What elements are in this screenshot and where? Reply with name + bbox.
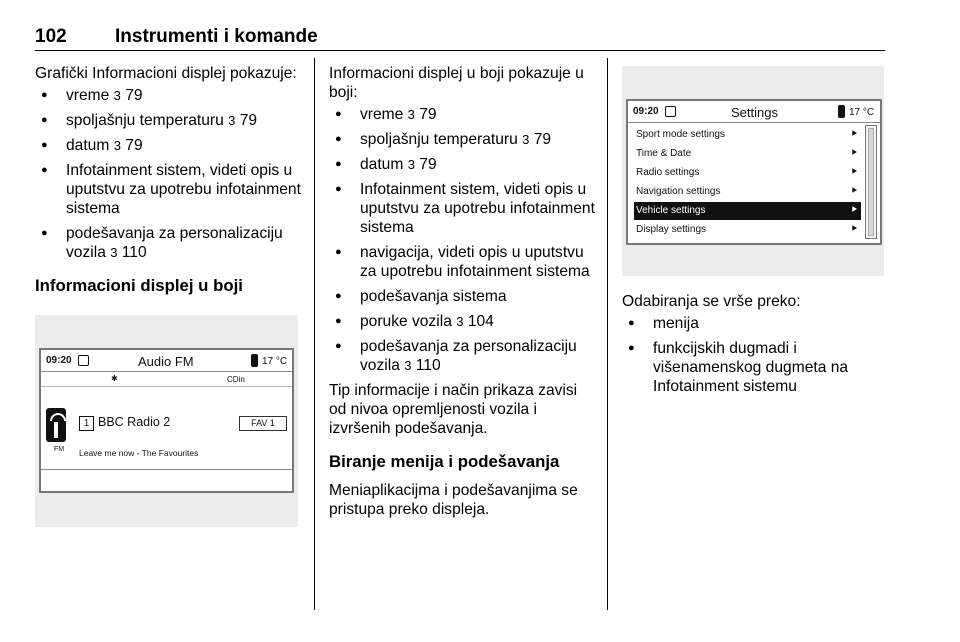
menu-item-sport-mode: Sport mode settings ⯈ bbox=[634, 126, 861, 144]
list-item: ● poruke vozila 3 104 bbox=[329, 312, 597, 331]
band-label: FM bbox=[54, 446, 65, 453]
section-heading: Biranje menija i podešavanja bbox=[329, 452, 560, 471]
col1-bullet-list bbox=[35, 86, 303, 262]
divider bbox=[628, 122, 880, 123]
col2-paragraph-2: Meniaplikacijma i podešavanjima se pristupa preko displeja. bbox=[329, 482, 578, 518]
clock-time: 09:20 bbox=[46, 355, 72, 366]
header-rule bbox=[35, 50, 885, 51]
ref-arrow-icon: 3 bbox=[522, 132, 530, 147]
list-item: ● podešavanja za personalizaciju vozila 3 110 bbox=[329, 337, 597, 375]
chevron-right-icon: ⯈ bbox=[850, 167, 858, 178]
audio-screen-illustration bbox=[35, 315, 298, 527]
list-item: ● Infotainment sistem, videti opis u uputstvu za upotrebu infotainment sistema bbox=[329, 180, 597, 237]
list-item: ● datum 3 79 bbox=[35, 136, 303, 155]
source-label: CDin bbox=[227, 375, 245, 384]
list-item: ● spoljašnju temperaturu 3 79 bbox=[35, 111, 303, 130]
list-item: ● spoljašnju temperaturu 3 79 bbox=[329, 130, 597, 149]
list-item: ● datum 3 79 bbox=[329, 155, 597, 174]
thermometer-icon bbox=[838, 105, 845, 118]
page-header bbox=[35, 26, 885, 50]
divider bbox=[41, 386, 292, 387]
col2-intro: Informacioni displej u boji pokazuje u boji: bbox=[329, 65, 584, 101]
chevron-right-icon: ⯈ bbox=[850, 205, 858, 216]
col2-paragraph: Tip informacije i način prikaza zavisi od nivoa opremljenosti vozila i izvršenih podešavanja. bbox=[329, 382, 578, 437]
list-item: ● vreme 3 79 bbox=[329, 105, 597, 124]
audio-display bbox=[39, 348, 294, 493]
clock-time: 09:20 bbox=[633, 106, 659, 117]
chevron-right-icon: ⯈ bbox=[850, 186, 858, 197]
column-1 bbox=[35, 64, 303, 305]
list-item: ● Infotainment sistem, videti opis u uputstvu za upotrebu infotainment sistema bbox=[35, 161, 303, 218]
clock-icon bbox=[665, 106, 676, 117]
ref-arrow-icon: 3 bbox=[456, 314, 464, 329]
track-info: Leave me now - The Favourites bbox=[79, 448, 199, 458]
ref-arrow-icon: 3 bbox=[113, 88, 121, 103]
column-3 bbox=[622, 292, 884, 402]
menu-item-radio: Radio settings ⯈ bbox=[634, 164, 861, 182]
col1-intro: Grafički Informacioni displej pokazuje: bbox=[35, 65, 297, 82]
ref-arrow-icon: 3 bbox=[113, 138, 121, 153]
screen-title: Audio FM bbox=[138, 354, 194, 369]
settings-display bbox=[626, 99, 882, 245]
list-item: ● navigacija, videti opis u uputstvu za upotrebu infotainment sistema bbox=[329, 243, 597, 281]
column-divider-1 bbox=[314, 58, 315, 610]
ref-arrow-icon: 3 bbox=[404, 358, 412, 373]
chevron-right-icon: ⯈ bbox=[850, 224, 858, 235]
ref-arrow-icon: 3 bbox=[407, 107, 415, 122]
scrollbar-thumb bbox=[868, 128, 874, 236]
list-item: ● podešavanja za personalizaciju vozila 3 110 bbox=[35, 224, 303, 262]
preset-number: 1 bbox=[79, 416, 94, 431]
thermometer-icon bbox=[251, 354, 258, 367]
ref-arrow-icon: 3 bbox=[110, 245, 118, 260]
radio-antenna-icon bbox=[46, 408, 66, 442]
menu-item-display: Display settings ⯈ bbox=[634, 221, 861, 239]
ref-arrow-icon: 3 bbox=[407, 157, 415, 172]
station-name: BBC Radio 2 bbox=[98, 415, 171, 429]
menu-item-vehicle: Vehicle settings ⯈ bbox=[634, 202, 861, 220]
col3-bullet-list bbox=[622, 314, 884, 396]
settings-screen-illustration bbox=[622, 66, 884, 276]
page-title: Instrumenti i komande bbox=[115, 26, 318, 47]
section-heading: Informacioni displej u boji bbox=[35, 276, 243, 295]
outside-temperature: 17 °C bbox=[849, 107, 875, 118]
list-item: ● vreme 3 79 bbox=[35, 86, 303, 105]
divider bbox=[41, 469, 292, 470]
page-number: 102 bbox=[35, 26, 67, 47]
column-2 bbox=[329, 64, 597, 519]
fav-button: FAV 1 bbox=[239, 416, 287, 431]
menu-item-time-date: Time & Date ⯈ bbox=[634, 145, 861, 163]
ref-arrow-icon: 3 bbox=[228, 113, 236, 128]
list-item: ● menija bbox=[622, 314, 884, 333]
outside-temperature: 17 °C bbox=[262, 356, 288, 367]
chevron-right-icon: ⯈ bbox=[850, 129, 858, 140]
col3-intro: Odabiranja se vrše preko: bbox=[622, 293, 801, 310]
divider bbox=[41, 371, 292, 372]
list-item: ● funkcijskih dugmadi i višenamenskog dugmeta na Infotainment sistemu bbox=[622, 339, 884, 396]
menu-item-navigation: Navigation settings ⯈ bbox=[634, 183, 861, 201]
chevron-right-icon: ⯈ bbox=[850, 148, 858, 159]
column-divider-2 bbox=[607, 58, 608, 610]
screen-title: Settings bbox=[731, 105, 778, 120]
scrollbar bbox=[865, 125, 877, 239]
bluetooth-icon: ✱ bbox=[111, 374, 118, 383]
col2-bullet-list bbox=[329, 105, 597, 375]
list-item: ● podešavanja sistema bbox=[329, 287, 597, 306]
clock-icon bbox=[78, 355, 89, 366]
